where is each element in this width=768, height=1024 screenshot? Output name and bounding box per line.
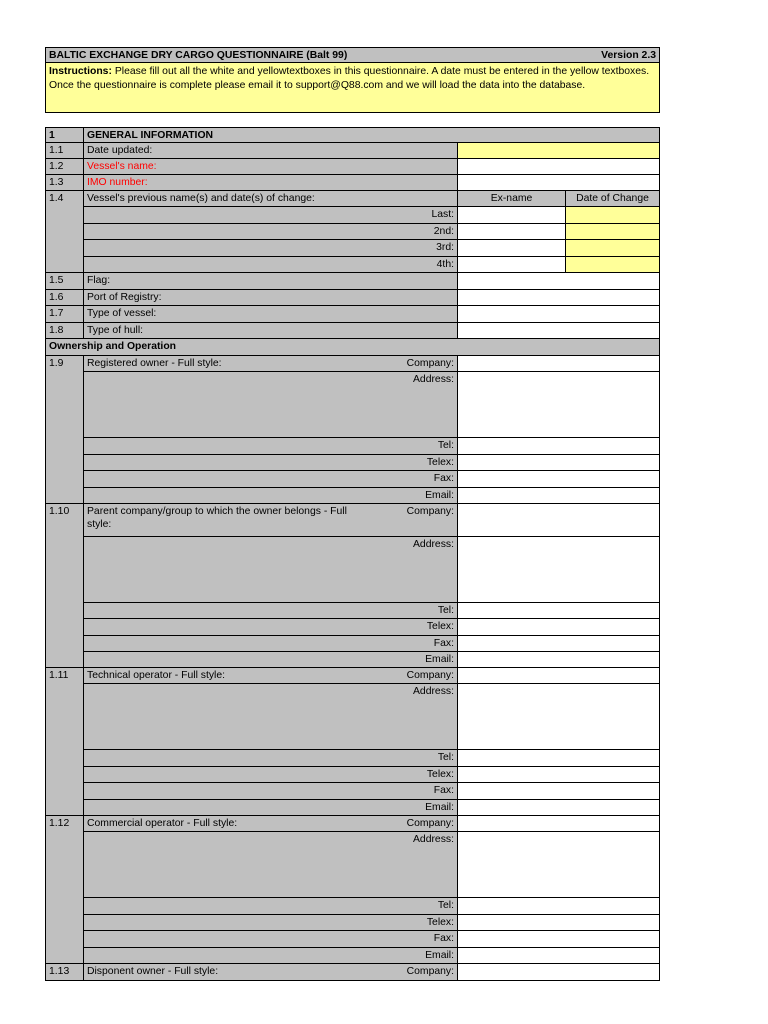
email-label: Email:: [84, 800, 458, 816]
parent-company-telex-field[interactable]: [458, 619, 660, 636]
parent-company-label: Parent company/group to which the owner belongs - Full style:: [84, 504, 384, 537]
company-label: Company:: [384, 816, 458, 832]
company-label: Company:: [384, 504, 458, 537]
type-of-hull-field[interactable]: [458, 323, 660, 339]
block-1-12: [45, 816, 660, 964]
row-1-6: [45, 290, 660, 306]
page-title: BALTIC EXCHANGE DRY CARGO QUESTIONNAIRE (Balt 99): [49, 50, 348, 61]
parent-company-address-field[interactable]: [458, 537, 660, 603]
email-label: Email:: [84, 948, 458, 964]
email-label: Email:: [84, 652, 458, 668]
telex-label: Telex:: [84, 455, 458, 471]
title-row: [45, 47, 660, 63]
block-1-13: [45, 964, 660, 981]
title-cell: [45, 47, 660, 63]
type-of-vessel-label: Type of vessel:: [84, 306, 458, 323]
registered-owner-email-field[interactable]: [458, 488, 660, 504]
spacer: [45, 113, 660, 127]
registered-owner-fax-field[interactable]: [458, 471, 660, 488]
tel-label: Tel:: [84, 438, 458, 455]
prev-date-4th-field[interactable]: [566, 257, 660, 273]
date-of-change-header: Date of Change: [566, 191, 660, 207]
row-1-3: [45, 175, 660, 191]
commercial-operator-tel-field[interactable]: [458, 898, 660, 915]
flag-field[interactable]: [458, 273, 660, 290]
technical-operator-company-field[interactable]: [458, 668, 660, 684]
prev-name-3rd-field[interactable]: [458, 240, 566, 257]
port-of-registry-field[interactable]: [458, 290, 660, 306]
section-header-row: [45, 127, 660, 143]
ownership-title: Ownership and Operation: [45, 339, 660, 356]
address-label: Address:: [84, 372, 458, 438]
block-1-10: [45, 504, 660, 668]
disponent-owner-label: Disponent owner - Full style:: [84, 964, 384, 981]
item-number: 1.7: [45, 306, 84, 323]
email-label: Email:: [84, 488, 458, 504]
telex-label: Telex:: [84, 619, 458, 636]
prev-date-3rd-field[interactable]: [566, 240, 660, 257]
item-number: 1.13: [45, 964, 84, 981]
commercial-operator-label: Commercial operator - Full style:: [84, 816, 384, 832]
prev-name-4th-label: 4th:: [84, 257, 458, 273]
address-label: Address:: [84, 832, 458, 898]
type-of-vessel-field[interactable]: [458, 306, 660, 323]
ownership-header-row: [45, 339, 660, 356]
tel-label: Tel:: [84, 898, 458, 915]
commercial-operator-fax-field[interactable]: [458, 931, 660, 948]
commercial-operator-email-field[interactable]: [458, 948, 660, 964]
item-number: 1.2: [45, 159, 84, 175]
port-of-registry-label: Port of Registry:: [84, 290, 458, 306]
row-1-2: [45, 159, 660, 175]
instructions-text: Please fill out all the white and yellowtextboxes in this questionnaire. A date must be entered in the yellow textboxes. Once the questionnaire is complete please email it to support@Q88.com and we will load the data into the database.: [49, 66, 650, 91]
row-1-4: [45, 191, 660, 273]
previous-names-label: Vessel's previous name(s) and date(s) of change:: [84, 191, 458, 207]
row-1-1: [45, 143, 660, 159]
parent-company-tel-field[interactable]: [458, 603, 660, 619]
item-number: 1.10: [45, 504, 84, 668]
item-number: 1.4: [45, 191, 84, 273]
item-number: 1.12: [45, 816, 84, 964]
address-label: Address:: [84, 684, 458, 750]
imo-number-label: IMO number:: [84, 175, 458, 191]
prev-name-2nd-label: 2nd:: [84, 224, 458, 240]
questionnaire-sheet: [45, 47, 660, 981]
date-updated-field[interactable]: [458, 143, 660, 159]
parent-company-company-field[interactable]: [458, 504, 660, 537]
fax-label: Fax:: [84, 471, 458, 488]
row-1-5: [45, 273, 660, 290]
item-number: 1.3: [45, 175, 84, 191]
address-label: Address:: [84, 537, 458, 603]
date-updated-label: Date updated:: [84, 143, 458, 159]
instructions-row: [45, 63, 660, 113]
technical-operator-fax-field[interactable]: [458, 783, 660, 800]
prev-date-last-field[interactable]: [566, 207, 660, 224]
registered-owner-company-field[interactable]: [458, 356, 660, 372]
imo-number-field[interactable]: [458, 175, 660, 191]
block-1-9: [45, 356, 660, 504]
technical-operator-telex-field[interactable]: [458, 767, 660, 783]
vessel-name-label: Vessel's name:: [84, 159, 458, 175]
item-number: 1.1: [45, 143, 84, 159]
tel-label: Tel:: [84, 750, 458, 767]
version-label: Version 2.3: [601, 50, 656, 61]
fax-label: Fax:: [84, 783, 458, 800]
technical-operator-label: Technical operator - Full style:: [84, 668, 384, 684]
fax-label: Fax:: [84, 931, 458, 948]
item-number: 1.11: [45, 668, 84, 816]
item-number: 1.9: [45, 356, 84, 504]
parent-company-email-field[interactable]: [458, 652, 660, 668]
registered-owner-label: Registered owner - Full style:: [84, 356, 384, 372]
flag-label: Flag:: [84, 273, 458, 290]
section-title: GENERAL INFORMATION: [84, 127, 660, 143]
registered-owner-address-field[interactable]: [458, 372, 660, 438]
prev-name-4th-field[interactable]: [458, 257, 566, 273]
telex-label: Telex:: [84, 767, 458, 783]
type-of-hull-label: Type of hull:: [84, 323, 458, 339]
prev-name-3rd-label: 3rd:: [84, 240, 458, 257]
fax-label: Fax:: [84, 636, 458, 652]
registered-owner-tel-field[interactable]: [458, 438, 660, 455]
registered-owner-telex-field[interactable]: [458, 455, 660, 471]
commercial-operator-company-field[interactable]: [458, 816, 660, 832]
instructions-label: Instructions:: [49, 66, 112, 77]
company-label: Company:: [384, 964, 458, 981]
row-1-8: [45, 323, 660, 339]
telex-label: Telex:: [84, 915, 458, 931]
item-number: 1.6: [45, 290, 84, 306]
commercial-operator-telex-field[interactable]: [458, 915, 660, 931]
commercial-operator-address-field[interactable]: [458, 832, 660, 898]
prev-date-2nd-field[interactable]: [566, 224, 660, 240]
technical-operator-address-field[interactable]: [458, 684, 660, 750]
prev-name-last-label: Last:: [84, 207, 458, 224]
instructions-box: [45, 63, 660, 113]
technical-operator-tel-field[interactable]: [458, 750, 660, 767]
item-number: 1.5: [45, 273, 84, 290]
parent-company-fax-field[interactable]: [458, 636, 660, 652]
disponent-owner-company-field[interactable]: [458, 964, 660, 981]
company-label: Company:: [384, 356, 458, 372]
prev-name-2nd-field[interactable]: [458, 224, 566, 240]
block-1-11: [45, 668, 660, 816]
item-number: 1.8: [45, 323, 84, 339]
prev-name-last-field[interactable]: [458, 207, 566, 224]
vessel-name-field[interactable]: [458, 159, 660, 175]
ex-name-header: Ex-name: [458, 191, 566, 207]
row-1-7: [45, 306, 660, 323]
technical-operator-email-field[interactable]: [458, 800, 660, 816]
company-label: Company:: [384, 668, 458, 684]
tel-label: Tel:: [84, 603, 458, 619]
section-number: 1: [45, 127, 84, 143]
